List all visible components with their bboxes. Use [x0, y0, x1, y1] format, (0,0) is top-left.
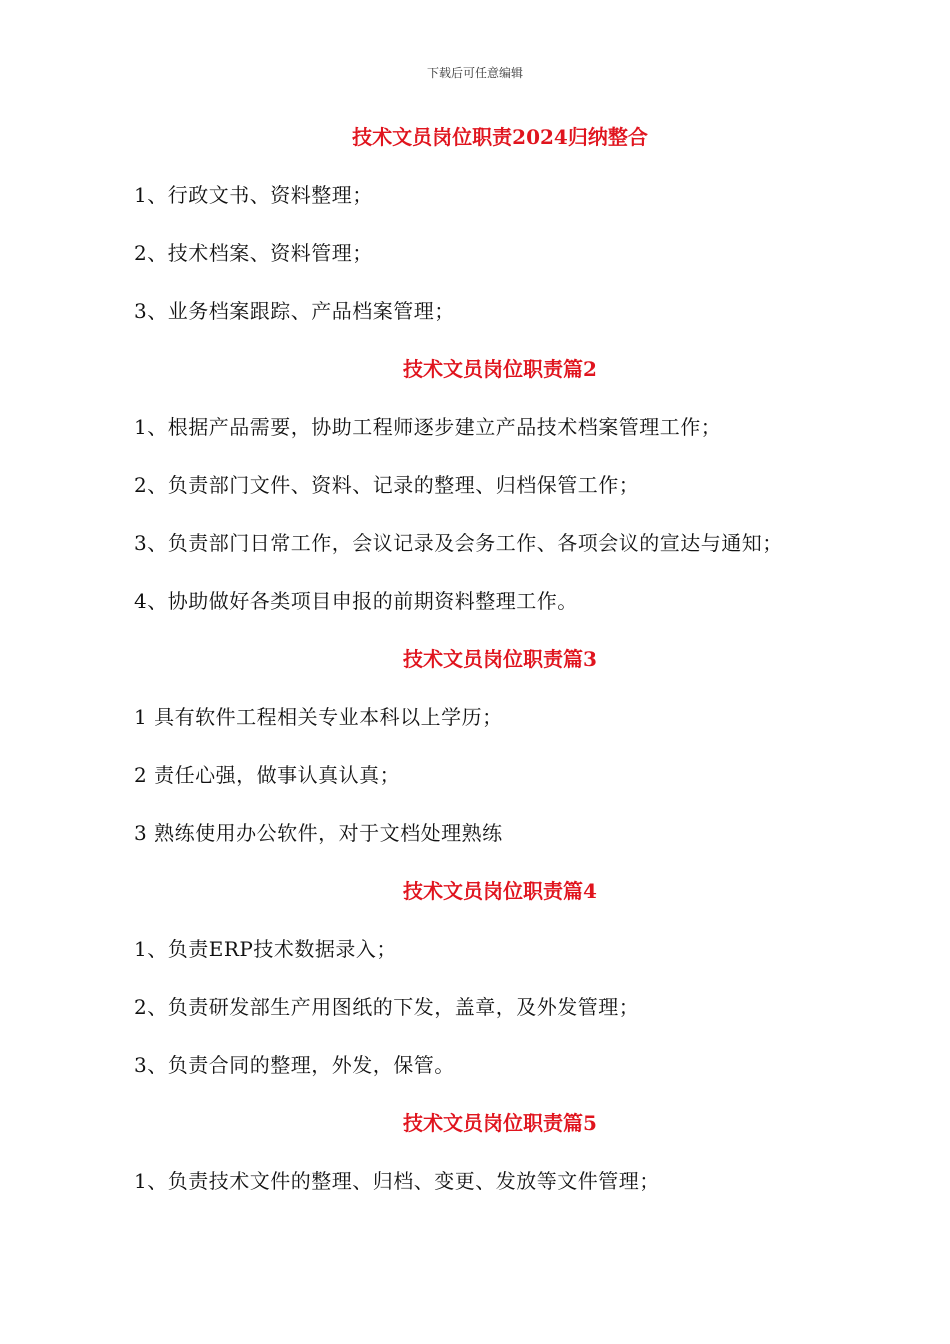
- section-title: 技术文员岗位职责篇2: [403, 357, 597, 381]
- section-title: 技术文员岗位职责篇4: [403, 879, 597, 903]
- list-item: 1 具有软件工程相关专业本科以上学历；: [134, 705, 503, 729]
- list-item: 2、技术档案、资料管理；: [134, 241, 373, 265]
- list-item: 3、业务档案跟踪、产品档案管理；: [134, 299, 455, 323]
- document-body: [0, 118, 950, 1220]
- list-item: 3、负责部门日常工作，会议记录及会务工作、各项会议的宣达与通知；: [134, 531, 783, 555]
- list-item: 1、根据产品需要，协助工程师逐步建立产品技术档案管理工作；: [134, 415, 722, 439]
- section-title: 技术文员岗位职责篇5: [403, 1111, 597, 1135]
- list-item: 2 责任心强，做事认真认真；: [134, 763, 401, 787]
- list-item: 1、负责ERP技术数据录入；: [134, 937, 397, 961]
- list-item: 3、负责合同的整理，外发，保管。: [134, 1053, 455, 1077]
- list-item: 1、负责技术文件的整理、归档、变更、发放等文件管理；: [134, 1169, 660, 1193]
- page-header-note: 下载后可任意编辑: [426, 66, 523, 80]
- list-item: 1、行政文书、资料整理；: [134, 183, 373, 207]
- section-title: 技术文员岗位职责2024归纳整合: [352, 125, 648, 149]
- section-title: 技术文员岗位职责篇3: [403, 647, 597, 671]
- list-item: 2、负责研发部生产用图纸的下发，盖章，及外发管理；: [134, 995, 640, 1019]
- list-item: 4、协助做好各类项目申报的前期资料整理工作。: [134, 589, 578, 613]
- list-item: 2、负责部门文件、资料、记录的整理、归档保管工作；: [134, 473, 640, 497]
- list-item: 3 熟练使用办公软件，对于文档处理熟练: [134, 821, 503, 845]
